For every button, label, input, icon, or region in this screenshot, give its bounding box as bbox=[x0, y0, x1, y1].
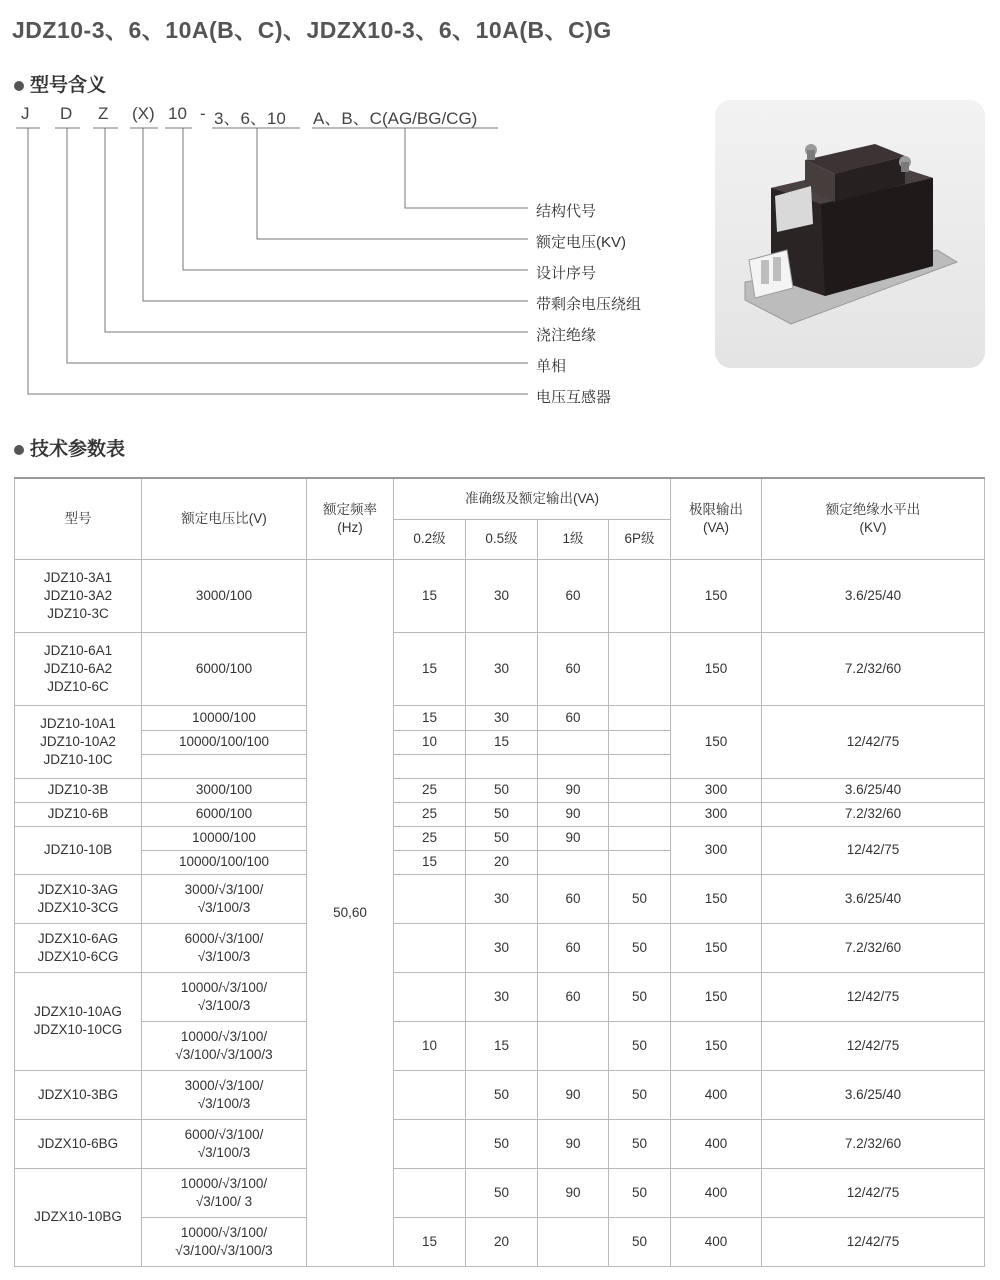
cell-class-0-2 bbox=[394, 1070, 466, 1119]
header-model: 型号 bbox=[15, 478, 142, 559]
cell-class-1: 90 bbox=[538, 778, 609, 802]
cell-limit-output: 300 bbox=[671, 778, 762, 802]
meaning-structure-code: 结构代号 bbox=[536, 203, 597, 220]
cell-class-6p bbox=[609, 730, 671, 754]
cell-class-1: 60 bbox=[538, 923, 609, 972]
cell-class-6p: 50 bbox=[609, 1168, 671, 1217]
cell-class-1: 90 bbox=[538, 1070, 609, 1119]
section-model-label: 型号含义 bbox=[30, 75, 107, 96]
cell-model: JDZ10-10B bbox=[15, 826, 142, 874]
cell-ratio bbox=[142, 754, 307, 778]
cell-class-1: 60 bbox=[538, 559, 609, 632]
meaning-design-serial: 设计序号 bbox=[536, 265, 597, 282]
header-insulation: 额定绝缘水平出 (KV) bbox=[762, 478, 985, 559]
cell-class-6p bbox=[609, 754, 671, 778]
cell-class-6p: 50 bbox=[609, 874, 671, 923]
cell-limit-output: 150 bbox=[671, 874, 762, 923]
cell-limit-output: 150 bbox=[671, 559, 762, 632]
cell-limit-output: 150 bbox=[671, 1021, 762, 1070]
cell-ratio: 10000/√3/100/ √3/100/3 bbox=[142, 972, 307, 1021]
table-row bbox=[15, 632, 985, 705]
table-row bbox=[15, 1217, 985, 1266]
cell-class-6p: 50 bbox=[609, 1021, 671, 1070]
cell-insulation: 7.2/32/60 bbox=[762, 923, 985, 972]
cell-class-0-5: 30 bbox=[466, 705, 538, 730]
cell-insulation: 7.2/32/60 bbox=[762, 1119, 985, 1168]
cell-class-1 bbox=[538, 850, 609, 874]
code-d: D bbox=[60, 104, 73, 123]
header-class-1: 1级 bbox=[538, 519, 609, 559]
table-row bbox=[15, 705, 985, 730]
table-row bbox=[15, 559, 985, 632]
cell-ratio: 3000/100 bbox=[142, 559, 307, 632]
cell-model: JDZX10-10BG bbox=[15, 1168, 142, 1266]
cell-class-0-2: 25 bbox=[394, 778, 466, 802]
code-z: Z bbox=[98, 104, 109, 123]
transformer-illustration bbox=[715, 100, 985, 368]
cell-frequency: 50,60 bbox=[307, 559, 394, 1266]
cell-limit-output: 400 bbox=[671, 1168, 762, 1217]
cell-insulation: 12/42/75 bbox=[762, 972, 985, 1021]
cell-insulation: 12/42/75 bbox=[762, 1217, 985, 1266]
cell-ratio: 10000/100 bbox=[142, 705, 307, 730]
header-ratio: 额定电压比(V) bbox=[142, 478, 307, 559]
cell-class-1 bbox=[538, 730, 609, 754]
cell-class-1: 90 bbox=[538, 802, 609, 826]
code-j: J bbox=[21, 104, 30, 123]
meaning-single-phase: 单相 bbox=[536, 358, 567, 375]
cell-class-0-5: 50 bbox=[466, 1070, 538, 1119]
cell-ratio: 10000/100/100 bbox=[142, 850, 307, 874]
table-row bbox=[15, 802, 985, 826]
cell-class-0-2: 25 bbox=[394, 826, 466, 850]
header-limit-output: 极限输出 (VA) bbox=[671, 478, 762, 559]
code-voltage: 3、6、10 bbox=[214, 109, 286, 128]
cell-ratio: 10000/100 bbox=[142, 826, 307, 850]
table-row bbox=[15, 826, 985, 850]
cell-ratio: 10000/√3/100/ √3/100/√3/100/3 bbox=[142, 1021, 307, 1070]
cell-class-0-2 bbox=[394, 754, 466, 778]
cell-class-0-5: 20 bbox=[466, 1217, 538, 1266]
cell-class-6p bbox=[609, 705, 671, 730]
cell-class-0-2: 25 bbox=[394, 802, 466, 826]
cell-class-6p bbox=[609, 826, 671, 850]
model-diagram-lines bbox=[0, 0, 540, 410]
header-class-6p: 6P级 bbox=[609, 519, 671, 559]
cell-model: JDZX10-6AG JDZX10-6CG bbox=[15, 923, 142, 972]
spec-table bbox=[14, 477, 985, 1267]
cell-class-0-2: 10 bbox=[394, 730, 466, 754]
cell-limit-output: 400 bbox=[671, 1217, 762, 1266]
cell-insulation: 3.6/25/40 bbox=[762, 874, 985, 923]
code-dash: - bbox=[200, 104, 206, 123]
cell-insulation: 3.6/25/40 bbox=[762, 1070, 985, 1119]
cell-class-0-5: 30 bbox=[466, 874, 538, 923]
cell-class-1 bbox=[538, 754, 609, 778]
cell-limit-output: 150 bbox=[671, 972, 762, 1021]
cell-insulation: 12/42/75 bbox=[762, 826, 985, 874]
cell-class-0-5: 30 bbox=[466, 923, 538, 972]
cell-insulation: 12/42/75 bbox=[762, 1021, 985, 1070]
code-x: (X) bbox=[132, 104, 155, 123]
cell-class-0-5: 50 bbox=[466, 802, 538, 826]
cell-ratio: 6000/100 bbox=[142, 632, 307, 705]
cell-ratio: 3000/√3/100/ √3/100/3 bbox=[142, 1070, 307, 1119]
cell-ratio: 10000/√3/100/ √3/100/√3/100/3 bbox=[142, 1217, 307, 1266]
product-image bbox=[715, 100, 985, 368]
section-spec-label: 技术参数表 bbox=[30, 439, 126, 460]
table-row bbox=[15, 1168, 985, 1217]
cell-model: JDZX10-3AG JDZX10-3CG bbox=[15, 874, 142, 923]
cell-class-6p: 50 bbox=[609, 972, 671, 1021]
cell-model: JDZ10-6B bbox=[15, 802, 142, 826]
cell-limit-output: 150 bbox=[671, 632, 762, 705]
header-frequency: 额定频率 (Hz) bbox=[307, 478, 394, 559]
cell-class-0-2 bbox=[394, 972, 466, 1021]
cell-ratio: 6000/√3/100/ √3/100/3 bbox=[142, 923, 307, 972]
cell-limit-output: 150 bbox=[671, 923, 762, 972]
cell-class-0-5: 50 bbox=[466, 778, 538, 802]
header-class-0-2: 0.2级 bbox=[394, 519, 466, 559]
table-row bbox=[15, 923, 985, 972]
cell-model: JDZ10-6A1 JDZ10-6A2 JDZ10-6C bbox=[15, 632, 142, 705]
cell-class-6p bbox=[609, 850, 671, 874]
cell-class-1: 60 bbox=[538, 705, 609, 730]
cell-class-6p: 50 bbox=[609, 1217, 671, 1266]
cell-class-0-2: 15 bbox=[394, 632, 466, 705]
code-structure: A、B、C(AG/BG/CG) bbox=[313, 109, 478, 128]
cell-class-0-2 bbox=[394, 923, 466, 972]
cell-insulation: 12/42/75 bbox=[762, 705, 985, 778]
cell-insulation: 7.2/32/60 bbox=[762, 632, 985, 705]
table-row bbox=[15, 778, 985, 802]
cell-class-0-2 bbox=[394, 874, 466, 923]
cell-limit-output: 400 bbox=[671, 1070, 762, 1119]
cell-class-6p: 50 bbox=[609, 1070, 671, 1119]
cell-class-0-2: 15 bbox=[394, 1217, 466, 1266]
cell-model: JDZX10-10AG JDZX10-10CG bbox=[15, 972, 142, 1070]
cell-class-0-5: 30 bbox=[466, 632, 538, 705]
meaning-cast-insulation: 浇注绝缘 bbox=[536, 327, 597, 344]
cell-class-0-5 bbox=[466, 754, 538, 778]
cell-model: JDZX10-3BG bbox=[15, 1070, 142, 1119]
meaning-residual-winding: 带剩余电压绕组 bbox=[536, 296, 642, 313]
cell-class-6p bbox=[609, 559, 671, 632]
cell-class-0-2 bbox=[394, 1119, 466, 1168]
cell-class-0-2: 15 bbox=[394, 559, 466, 632]
cell-limit-output: 400 bbox=[671, 1119, 762, 1168]
table-header-row bbox=[15, 478, 985, 519]
cell-class-0-5: 20 bbox=[466, 850, 538, 874]
cell-class-0-5: 30 bbox=[466, 559, 538, 632]
cell-class-6p: 50 bbox=[609, 1119, 671, 1168]
cell-ratio: 10000/100/100 bbox=[142, 730, 307, 754]
cell-model: JDZ10-3A1 JDZ10-3A2 JDZ10-3C bbox=[15, 559, 142, 632]
cell-insulation: 12/42/75 bbox=[762, 1168, 985, 1217]
header-accuracy: 准确级及额定输出(VA) bbox=[394, 478, 671, 519]
table-row bbox=[15, 1070, 985, 1119]
table-row bbox=[15, 972, 985, 1021]
meaning-rated-voltage: 额定电压(KV) bbox=[536, 234, 627, 251]
cell-class-6p bbox=[609, 778, 671, 802]
cell-class-0-2: 10 bbox=[394, 1021, 466, 1070]
cell-class-1: 90 bbox=[538, 1119, 609, 1168]
header-class-0-5: 0.5级 bbox=[466, 519, 538, 559]
table-row bbox=[15, 1021, 985, 1070]
cell-class-1: 60 bbox=[538, 972, 609, 1021]
cell-class-0-5: 15 bbox=[466, 730, 538, 754]
cell-limit-output: 300 bbox=[671, 826, 762, 874]
cell-class-6p bbox=[609, 802, 671, 826]
cell-class-1 bbox=[538, 1217, 609, 1266]
cell-model: JDZ10-3B bbox=[15, 778, 142, 802]
cell-ratio: 6000/√3/100/ √3/100/3 bbox=[142, 1119, 307, 1168]
section-technical-params bbox=[14, 434, 125, 461]
cell-class-1: 60 bbox=[538, 632, 609, 705]
cell-class-0-5: 15 bbox=[466, 1021, 538, 1070]
page-title: JDZ10-3、6、10A(B、C)、JDZX10-3、6、10A(B、C)G bbox=[12, 17, 612, 43]
cell-insulation: 3.6/25/40 bbox=[762, 778, 985, 802]
bullet-icon bbox=[14, 445, 24, 455]
cell-class-0-2: 15 bbox=[394, 705, 466, 730]
cell-insulation: 3.6/25/40 bbox=[762, 559, 985, 632]
cell-insulation: 7.2/32/60 bbox=[762, 802, 985, 826]
cell-ratio: 3000/100 bbox=[142, 778, 307, 802]
code-design: 10 bbox=[168, 104, 187, 123]
cell-class-0-5: 50 bbox=[466, 826, 538, 850]
cell-class-6p bbox=[609, 632, 671, 705]
table-row bbox=[15, 874, 985, 923]
cell-limit-output: 150 bbox=[671, 705, 762, 778]
cell-class-0-2: 15 bbox=[394, 850, 466, 874]
cell-class-6p: 50 bbox=[609, 923, 671, 972]
bullet-icon bbox=[14, 81, 24, 91]
cell-ratio: 3000/√3/100/ √3/100/3 bbox=[142, 874, 307, 923]
cell-class-1 bbox=[538, 1021, 609, 1070]
cell-class-1: 90 bbox=[538, 1168, 609, 1217]
cell-model: JDZ10-10A1 JDZ10-10A2 JDZ10-10C bbox=[15, 705, 142, 778]
section-model-meaning bbox=[14, 70, 106, 97]
cell-class-0-5: 50 bbox=[466, 1168, 538, 1217]
table-row bbox=[15, 1119, 985, 1168]
cell-limit-output: 300 bbox=[671, 802, 762, 826]
cell-class-0-5: 50 bbox=[466, 1119, 538, 1168]
cell-ratio: 10000/√3/100/ √3/100/ 3 bbox=[142, 1168, 307, 1217]
cell-class-1: 60 bbox=[538, 874, 609, 923]
cell-class-0-5: 30 bbox=[466, 972, 538, 1021]
cell-ratio: 6000/100 bbox=[142, 802, 307, 826]
cell-model: JDZX10-6BG bbox=[15, 1119, 142, 1168]
cell-class-1: 90 bbox=[538, 826, 609, 850]
meaning-voltage-transformer: 电压互感器 bbox=[536, 389, 612, 406]
cell-class-0-2 bbox=[394, 1168, 466, 1217]
